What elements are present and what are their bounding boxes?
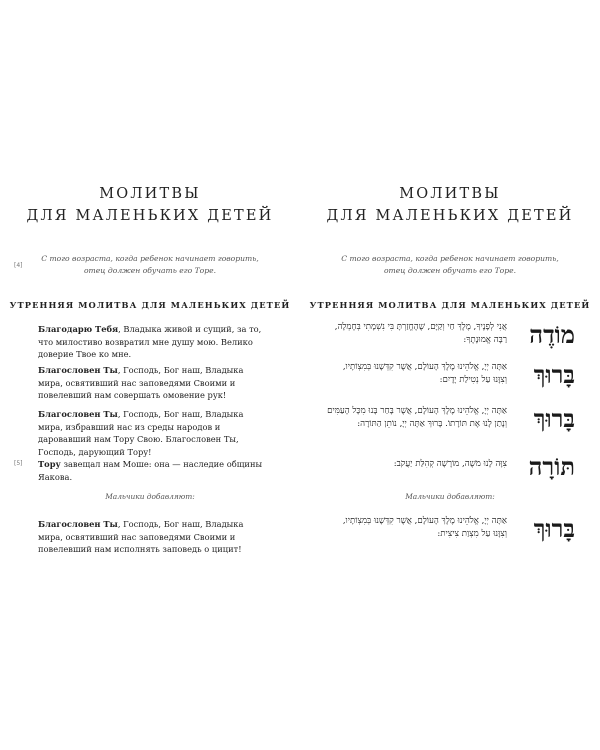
left-paragraph-4 [38,458,270,483]
hebrew-prayer-5-text: אַתָּה יְיָ, אֱלֹהֵינוּ מֶלֶךְ הָעוֹלָם, אֲשֶׁר קִדְּשָׁנוּ בְּמִצְוֹתָיו, וְצִוָּנוּ עַל מִצְוַת צִיצִית: [342,516,507,539]
hebrew-prayer-5 [330,514,575,550]
left-paragraph-5 [38,518,270,556]
hebrew-prayer-3 [327,404,575,440]
left-intro: С того возраста, когда ребенок начинает говорить, отец должен обучать его Торе. [41,254,259,275]
left-p2-bold: Благословен Ты [38,365,118,375]
right-page-title [300,183,600,227]
right-note: Мальчики добавляют: [405,492,495,501]
hebrew-prayer-1-initial: מוֹדֶה [529,320,575,349]
left-paragraph-1 [38,323,270,361]
right-page [300,0,600,750]
left-p1-rest: , Владыка живой и сущий, за то, что милостиво возвратил мне душу мою. Велико доверие Твое ко мне. [38,324,262,359]
left-p5-rest: , Господь, Бог наш, Владыка мира, освятивший нас заповедями Своими и повелевший нам исполнять заповедь о цицит! [38,519,244,554]
hebrew-prayer-4-text: צִוָּה לָנוּ מֹשֶׁה, מוֹרָשָׁה קְהִלַּת יַעֲקֹב: [393,459,507,469]
left-paragraph-3 [38,408,270,458]
hebrew-prayer-5-initial: בָּרוּךְ [533,514,575,543]
right-intro: С того возраста, когда ребенок начинает говорить, отец должен обучать его Торе. [341,254,559,275]
left-title-line1: МОЛИТВЫ [99,186,201,202]
left-marker-2: [5] [14,460,23,467]
left-p1-bold: Благодарю Тебя [38,324,119,334]
hebrew-prayer-4 [330,452,575,488]
left-section-heading: УТРЕННЯЯ МОЛИТВА ДЛЯ МАЛЕНЬКИХ ДЕТЕЙ [9,300,291,310]
left-page-title [0,183,300,227]
left-title-line2: ДЛЯ МАЛЕНЬКИХ ДЕТЕЙ [26,208,274,224]
right-section-heading: УТРЕННЯЯ МОЛИТВА ДЛЯ МАЛЕНЬКИХ ДЕТЕЙ [309,300,591,310]
hebrew-prayer-2-text: אַתָּה יְיָ, אֱלֹהֵינוּ מֶלֶךְ הָעוֹלָם, אֲשֶׁר קִדְּשָׁנוּ בְּמִצְוֹתָיו, וְצִוָּנוּ עַל נְטִילַת יָדָיִם: [342,362,507,385]
hebrew-prayer-1-text: אֲנִי לְפָנֶיךָ, מֶלֶךְ חַי וְקַיָּם, שֶׁהֶחֱזַרְתָּ בִּי נִשְׁמָתִי בְּחֶמְלָה, רַבָּה אֱמוּנָתֶךָ: [334,322,507,345]
left-p2-rest: , Господь, Бог наш, Владыка мира, освятивший нас заповедями Своими и повелевший нам совершать омовение рук! [38,365,244,400]
left-p4-rest: завещал нам Моше: она — наследие общины Яакова. [38,459,263,482]
left-p5-bold: Благословен Ты [38,519,118,529]
hebrew-prayer-2 [330,360,575,396]
hebrew-prayer-2-initial: בָּרוּךְ [533,360,575,389]
left-p3-bold: Благословен Ты [38,409,118,419]
right-title-line2: ДЛЯ МАЛЕНЬКИХ ДЕТЕЙ [326,208,574,224]
hebrew-prayer-4-initial: תּוֹרָה [528,452,575,481]
right-title-line1: МОЛИТВЫ [399,186,501,202]
left-note: Мальчики добавляют: [105,492,195,501]
left-paragraph-2 [38,364,270,402]
hebrew-prayer-3-initial: בָּרוּךְ [533,404,575,433]
left-p4-bold: Тору [38,459,61,469]
hebrew-prayer-3-text: אַתָּה יְיָ, אֱלֹהֵינוּ מֶלֶךְ הָעוֹלָם, אֲשֶׁר בָּחַר בָּנוּ מִכָּל הָעַמִּים וְנָתַן לָנוּ אֶת תּוֹרָתוֹ. בָּרוּךְ אַתָּה יְיָ, נוֹתֵן הַתּוֹרָה: [327,406,507,429]
hebrew-prayer-1 [330,320,575,356]
left-marker-1: [4] [14,262,23,269]
left-p3-rest: , Господь, Бог наш, Владыка мира, избравший нас из среды народов и даровавший нам Тору Свою. Благословен Ты, Господь, дарующий Тору! [38,409,244,457]
